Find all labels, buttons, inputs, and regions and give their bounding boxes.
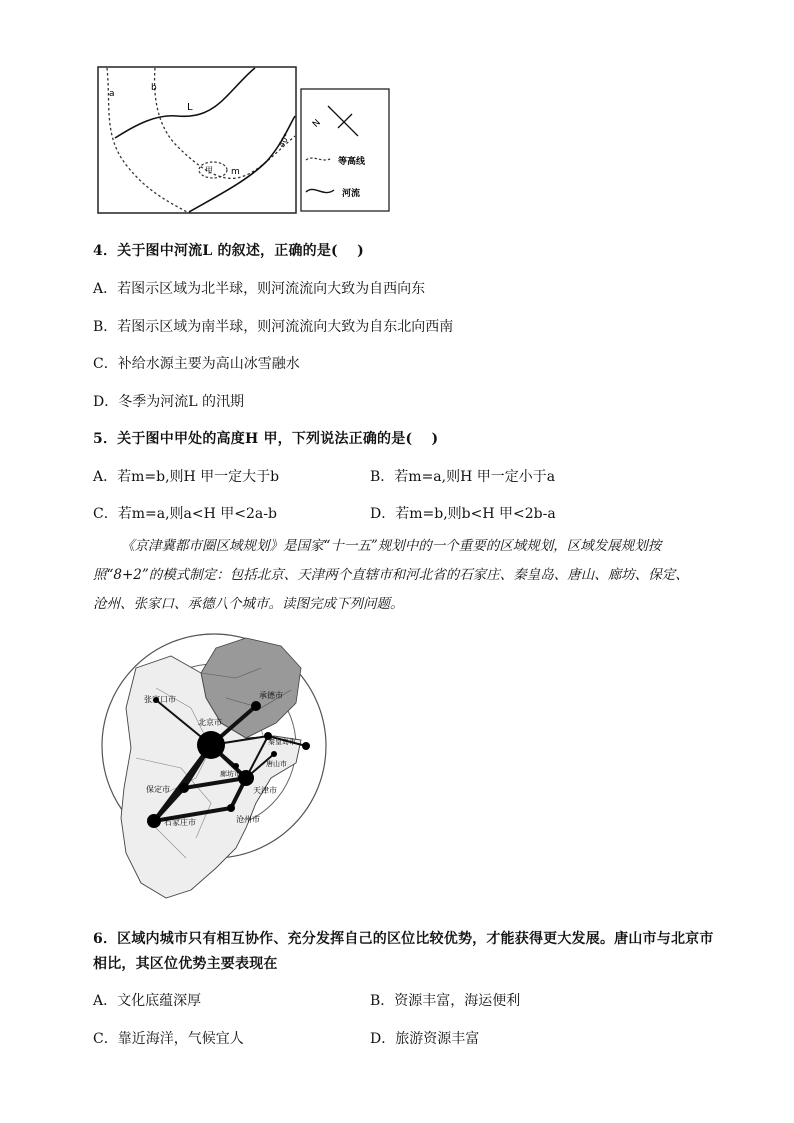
q4-option-c: C．补给水源主要为高山冰雪融水 [93,356,300,372]
contour-map-svg [97,66,297,214]
legend-river-label: 河流 [342,189,361,199]
north-label: N [311,117,323,130]
north-arrow-icon [328,106,358,136]
label-b: b [151,83,157,93]
q5-option-d: D．若m=b,则b<H 甲<2b-a [370,506,556,522]
legend-contour-label: 等高线 [338,157,366,167]
contour-map-legend [300,88,390,212]
city-label-baoding: 保定市 [146,785,170,794]
river-legend-icon [306,189,334,192]
city-label-qinhuangdao: 秦皇岛市 [268,738,296,746]
city-node-qinhuangdao [302,742,310,750]
city-node-chengde [251,701,261,711]
q6-option-a: A．文化底蕴深厚 [93,993,202,1009]
intro-paragraph: 《京津冀都市圈区域规划》是国家“十一五”规划中的一个重要的区域规划，区域发展规划按照“8+2”的模式制定：包括北京、天津两个直辖市和河北省的石家庄、秦皇岛、唐山、廊坊、保定、沧州、张家口、承德八个城市。读图完成下列问题。 [93,538,689,612]
q5-option-a: A．若m=b,则H 甲一定大于b [93,469,280,485]
city-label-tianjin: 天津市 [253,786,277,795]
contour-map-figure [97,66,297,214]
question-6-stem-line1: 6．区域内城市只有相互协作、充分发挥自己的区位比较优势，才能获得更大发展。唐山市与北京市 [93,931,714,947]
city-node-beijing [197,731,225,759]
q6-option-d: D．旅游资源丰富 [370,1031,480,1047]
question-6-stem-line2: 相比，其区位优势主要表现在 [93,956,278,972]
legend-svg [300,88,390,212]
q4-option-b: B．若图示区域为南半球，则河流流向大致为自东北向西南 [93,319,454,335]
city-node-tangshan [271,751,277,757]
label-latitude: 40° [276,132,292,149]
city-label-cangzhou: 沧州市 [236,815,260,824]
q4-option-a: A．若图示区域为北半球，则河流流向大致为自西向东 [93,281,426,297]
label-jia: 甲 [205,166,213,175]
jingjinji-map-figure [96,628,336,900]
label-a: a [109,89,115,99]
q6-option-b: B．资源丰富，海运便利 [370,993,521,1009]
contour-legend-icon [306,158,332,160]
city-node-cangzhou [227,804,235,812]
city-label-zhangjiakou: 张家口市 [144,695,176,704]
jingjinji-map-svg [96,628,336,900]
q5-option-b: B．若m=a,则H 甲一定小于a [370,469,556,485]
city-label-beijing: 北京市 [198,718,222,727]
question-5-stem: 5．关于图中甲处的高度H 甲，下列说法正确的是( ) [93,431,439,447]
city-label-tangshan: 唐山市 [266,760,287,768]
label-m: m [231,167,240,177]
city-node-langfang [233,763,239,769]
q6-option-c: C．靠近海洋，气候宜人 [93,1031,244,1047]
city-node-shijiazhuang [147,814,161,828]
q4-option-d: D．冬季为河流L 的汛期 [93,394,244,410]
city-label-langfang: 廊坊市 [220,770,241,778]
city-node-baoding [179,783,189,793]
label-L: L [187,102,193,113]
city-label-shijiazhuang: 石家庄市 [164,818,196,827]
q5-option-c: C．若m=a,则a<H 甲<2a-b [93,506,277,522]
city-label-chengde: 承德市 [259,691,283,700]
question-4-stem: 4．关于图中河流L 的叙述，正确的是( ) [93,243,364,259]
